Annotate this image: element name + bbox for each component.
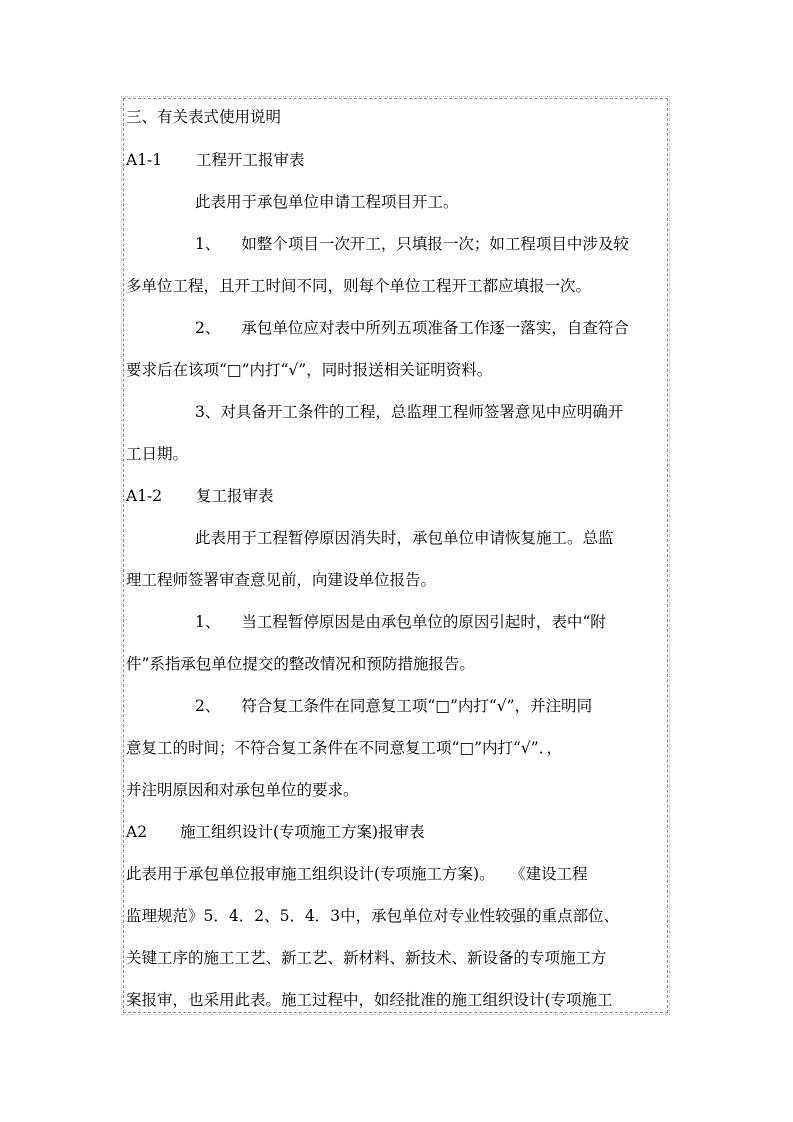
a1-2-item1-num: 1、 [195,613,221,631]
a1-1-item1-num: 1、 [195,235,221,253]
a1-1-item2-line2: 要求后在该项“□”内打“√”，同时报送相关证明资料。 [126,361,493,379]
a1-1-code: A1-1 [126,151,163,169]
a1-2-code: A1-2 [126,487,163,505]
a1-1-item2-first [195,317,629,339]
a1-1-item1-line1: 如整个项目一次开工，只填报一次；如工程项目中涉及较 [241,235,629,253]
a2-body-line1: 此表用于承包单位报审施工组织设计(专项施工方案)。 《建设工程 [126,865,588,883]
a1-1-heading [126,149,305,171]
a1-2-item2-num: 2、 [195,697,221,715]
a1-2-item2-line3: 并注明原因和对承包单位的要求。 [126,781,359,799]
a1-1-item1-line2: 多单位工程，且开工时间不同，则每个单位工程开工都应填报一次。 [126,277,592,295]
a1-1-item2-num: 2、 [195,319,221,337]
a1-2-item1-line1: 当工程暂停原因是由承包单位的原因引起时，表中“附 [241,613,606,631]
a2-code: A2 [126,823,148,841]
a2-heading [126,821,425,843]
a1-1-item2-line1: 承包单位应对表中所列五项准备工作逐一落实，自查符合 [241,319,629,337]
a1-2-item1-line2: 件”系指承包单位提交的整改情况和预防措施报告。 [126,655,475,673]
a1-1-intro: 此表用于承包单位申请工程项目开工。 [195,193,459,211]
a1-2-intro-line1: 此表用于工程暂停原因消失时，承包单位申请恢复施工。总监 [195,529,614,547]
a2-title: 施工组织设计(专项施工方案)报审表 [180,823,425,841]
section-title: 三、有关表式使用说明 [126,108,282,126]
a1-1-item3-line2: 工日期。 [126,445,189,463]
page-frame [123,98,668,1013]
a1-2-item1-first [195,611,606,633]
a1-1-title: 工程开工报审表 [196,151,305,169]
a1-1-item1-first [195,233,629,255]
a1-2-item2-first [195,695,592,717]
a1-2-intro-line2: 理工程师签署审查意见前，向建设单位报告。 [126,571,437,589]
a1-2-item2-line1: 符合复工条件在同意复工项“□”内打“√”，并注明同 [241,697,593,715]
a1-2-heading [126,485,274,507]
a2-body-line3: 关键工序的施工工艺、新工艺、新材料、新技术、新设备的专项施工方 [126,949,607,967]
a1-1-item3-line1: 3、对具备开工条件的工程，总监理工程师签署意见中应明确开 [195,403,624,421]
a1-2-item2-line2: 意复工的时间；不符合复工条件在不同意复工项“□”内打“√”．， [126,739,562,757]
a1-2-title: 复工报审表 [196,487,274,505]
a2-body-line4: 案报审，也采用此表。施工过程中，如经批准的施工组织设计(专项施工 [126,991,613,1009]
a2-body-line2: 监理规范》5．4．2、5．4．3中，承包单位对专业性较强的重点部位、 [126,907,620,925]
